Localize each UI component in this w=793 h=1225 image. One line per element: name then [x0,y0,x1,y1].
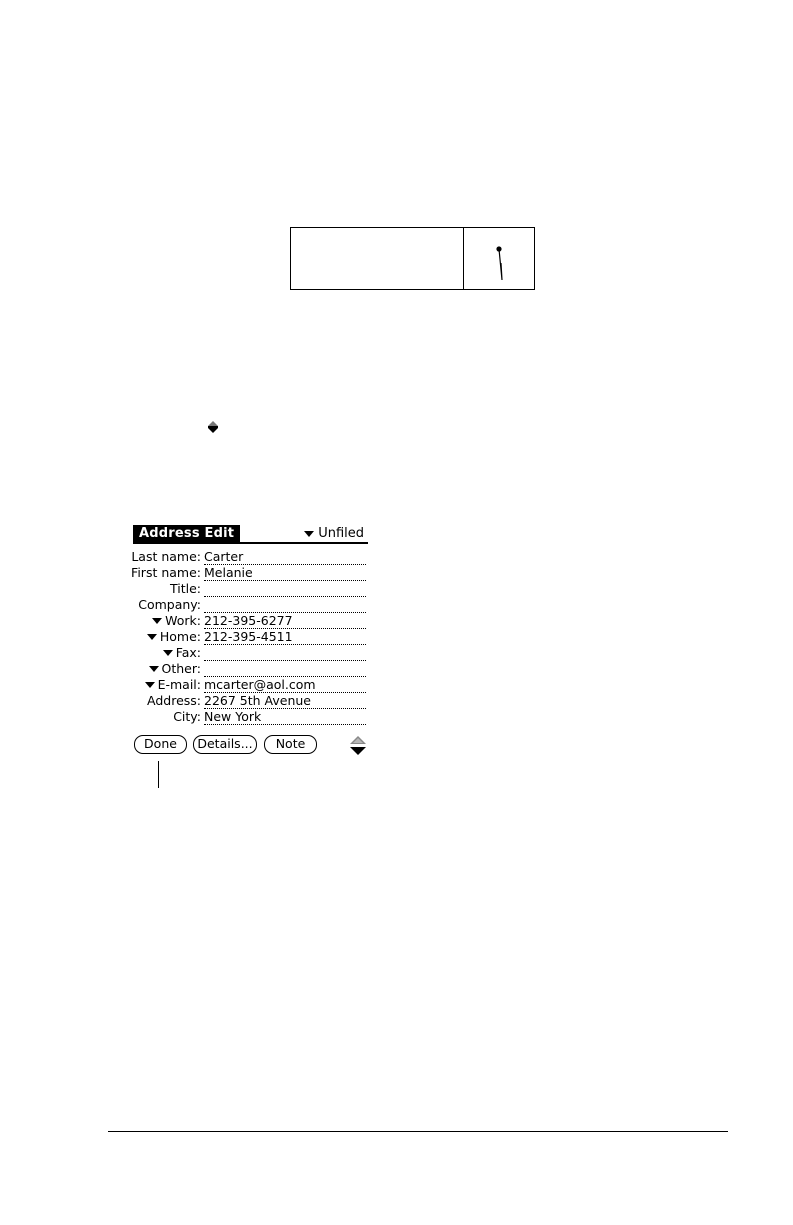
fax-field[interactable] [204,645,366,661]
done-button[interactable]: Done [134,735,187,754]
field-row-company [131,597,368,613]
last-name-field[interactable]: Carter [204,549,366,565]
field-label: Title: [170,581,201,596]
scroll-button-icon [205,419,221,435]
category-label: Unfiled [318,526,364,541]
done-button-callout-line [158,761,159,788]
field-row-other [131,661,368,677]
work-phone-type-picker[interactable] [152,613,201,629]
graffiti-stroke-box [290,227,535,290]
note-button[interactable]: Note [264,735,317,754]
field-row-address [131,693,368,709]
screen-title: Address Edit [133,525,240,543]
field-label: Company: [138,597,201,612]
footer-rule [108,1131,728,1132]
other-type-picker[interactable] [149,661,201,677]
city-field[interactable]: New York [204,709,366,725]
title-field[interactable] [204,581,366,597]
company-field[interactable] [204,597,366,613]
category-picker[interactable] [304,527,364,541]
field-label: E-mail: [157,677,201,692]
other-field[interactable] [204,661,366,677]
field-row-work [131,613,368,629]
graffiti-stroke-icon [464,228,535,289]
home-phone-type-picker[interactable] [147,629,201,645]
field-row-home [131,629,368,645]
work-phone-field[interactable]: 212-395-6277 [204,613,366,629]
field-label: Address: [147,693,201,708]
field-label: Other: [161,661,201,676]
dropdown-triangle-icon [149,666,159,672]
fax-type-picker[interactable] [163,645,201,661]
field-label: Last name: [131,549,201,564]
button-bar [134,735,370,757]
field-row-last-name [131,549,368,565]
field-row-fax [131,645,368,661]
details-button[interactable]: Details... [193,735,257,754]
field-row-title [131,581,368,597]
dropdown-triangle-icon [145,682,155,688]
address-edit-screen [131,521,370,758]
field-row-email [131,677,368,693]
title-bar [131,523,368,543]
scroll-arrows-icon[interactable] [348,735,368,757]
field-label: City: [173,709,201,724]
field-label: First name: [131,565,201,580]
first-name-field[interactable]: Melanie [204,565,366,581]
dropdown-triangle-icon [147,634,157,640]
dropdown-triangle-icon [163,650,173,656]
home-phone-field[interactable]: 212-395-4511 [204,629,366,645]
dropdown-triangle-icon [304,531,314,537]
field-label: Fax: [175,645,201,660]
title-rule [133,542,368,544]
field-label: Home: [159,629,201,644]
field-label: Work: [165,613,201,628]
address-field[interactable]: 2267 5th Avenue [204,693,366,709]
email-field[interactable]: mcarter@aol.com [204,677,366,693]
field-row-first-name [131,565,368,581]
dropdown-triangle-icon [152,618,162,624]
field-row-city [131,709,368,725]
email-type-picker[interactable] [145,677,201,693]
